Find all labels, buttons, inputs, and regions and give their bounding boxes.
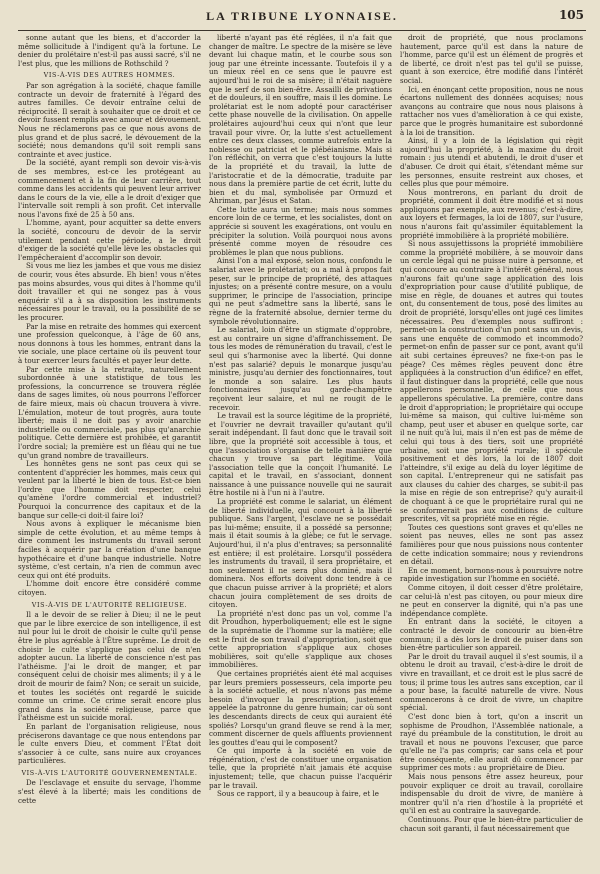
paragraph: Le salariat, loin d'être un stigmate d'opprobre, est au contraire un signe d'affranchissement. De tous les modes de rémunération du travail, c'est le seul qui s'harmonise avec la liberté. Qui donne n'est pas salarié? depuis le monarque jusqu'au ministre, jusqu'au dernier des fonctionnaires, tout le monde a son salaire. Les plus hauts fonctionnaires jusqu'au garde-champêtre reçoivent leur salaire, et nul ne rougit de le recevoir. (209, 325, 392, 412)
paragraph: De l'esclavage et ensuite du servage, l'homme s'est élevé à la liberté; mais les conditions de cette (18, 778, 201, 805)
paragraph: C'est donc bien à tort, qu'on a inscrit un sophisme de Proudhon, l'Assemblée nationale, a rayé du préambule de la constitution, le droit au travail et nous ne pouvons l'excuser, que parce qu'elle ne l'a pas compris; car sans cela et pour être conséquente, elle aurait dû commencer par supprimer ces mots : au propriétaire de Dieu. (400, 711, 583, 773)
paragraph: L'homme, ayant, pour acquitter sa dette envers la société, concouru de devoir de la servir utilement pendant cette période, a le droit d'exiger de la société qu'elle lève les obstacles qui l'empêcheraient d'accomplir son devoir. (18, 218, 201, 262)
section-heading: VIS-À-VIS L'AUTORITÉ GOUVERNEMENTALE. (21, 768, 198, 777)
paragraph: Que certaines propriétés aient été mal acquises par leurs premiers possesseurs, cela importe peu à la société actuelle, et nous n'avons pas même besoin d'invoquer la prescription, justement appelée la patronne du genre humain; car où sont les descendants directs de ceux qui auraient été spoliés? Lorsqu'un grand fleuve se rend à la mer, comment discerner de quels affluents proviennent les gouttes d'eau qui le composent? (209, 668, 392, 747)
text-columns (18, 34, 586, 872)
paragraph: Nous montrerons, en parlant du droit de propriété, comment il doit être modifié et si nous appliquons par exemple, aux revenus; c'est-à-dire, aux loyers et fermages, la loi de 1807, sur l'usure, nous n'aurons fait qu'assimiler équitablement la propriété immobilière à la propriété mobilière. (400, 187, 583, 240)
paragraph: De la société, ayant rempli son devoir vis-à-vis de ses membres, est-ce les protégeant au commencement et à la fin de leur carrière, tout comme dans les accidents qui peuvent leur arriver dans le cours de la vie, elle a le droit d'exiger que l'intervalle soit rempli à son profit. Cet intervalle nous l'avons fixé de 25 à 50 ans. (18, 158, 201, 219)
paragraph: Ainsi l'on a mal exposé, selon nous, confondu le salariat avec le prolétariat; ou a mal à propos fait peser, sur le principe de propriété, des attaques injustes; on a présenté contre mesure, on a voulu supprimer, le principe de l'association, principe qui ne peut s'admettre sans la liberté, sans le règne de la fraternité absolue, dernier terme du symbole révolutionnaire. (209, 256, 392, 326)
paragraph: Par le droit du travail auquel il s'est soumis, il a obtenu le droit au travail, c'est-à-dire le droit de vivre en travaillant, et ce droit est le plus sacré de tous; il prime tous les autres sans exception, car il a pour base, la faculté naturelle de vivre. Nous commencerons à ce droit de vivre, un chapitre spécial. (400, 651, 583, 713)
column-2 (209, 34, 392, 872)
paragraph: Les honnêtes gens ne sont pas ceux qui se contentent d'apprécier les hommes, mais ceux qui veulent par la liberté le bien de tous. Est-ce bien l'ordre que l'homme doit respecter, celui qu'amène l'ordre commercial et industriel? Pourquoi la concurrence des capitaux et de la banque sur celle-ci doit-il faire loi? (18, 459, 201, 520)
paragraph: sonne autant que les biens, et d'accorder la même sollicitude à l'indigent qu'à la fortune. Le denier du prolétaire n'est-il pas aussi sacré, s'il ne l'est plus, que les millions de Rothschild ? (18, 34, 201, 68)
paragraph: droit de propriété, que nous proclamons hautement, parce qu'il est dans la nature de l'homme, parce qu'il est un élément de progrès et de liberté, ce droit n'est pas tel qu'il se puisse, quant à son exercice, être modifié dans l'intérêt social. (400, 34, 583, 85)
page-number: 105 (558, 8, 584, 22)
paragraph: Par cette mise à la retraite, naturellement subordonnée à une statistique de tous les professions, la concurrence se trouvera réglée dans de sages limites, où nous pourrons l'efforcer de faire mieux, mais où chacun trouvera à vivre. L'émulation, moteur de tout progrès, aura toute liberté; mais il ne doit pas y avoir anarchie industrielle ou commerciale, pas plus qu'anarchie politique. Cette dernière est prohibée, et garantit l'ordre social; la première est un fléau qui ne tue qu'un grand nombre de travailleurs. (18, 364, 201, 460)
paragraph: Si nous assujettissons la propriété immobilière comme la propriété mobilière, à se mouvoir dans un cercle légal qui ne puisse nuire à personne, et qui concoure au contraire à l'intérêt général, nous n'aurons fait qu'une sage application des lois d'expropriation pour cause d'utilité publique, de mise en règle, de douanes et autres qui toutes ont, du consentement de tous, posé des limites au droit de propriété, lorsqu'elles ont jugé ces limites nécessaires. Peu d'exemples nous suffiront : permet-on la construction d'un pont sans un devis, sans une enquête de commodo et incommodo? permet-on enfin de passer sur ce pont, avant qu'il ait subi certaines épreuves? ne fixe-t-on pas le péage? Ces mêmes règles peuvent donc être appliquées à la construction d'un édifice? en effet, il faut distinguer dans la propriété, celle que nous appellerons personnelle, de celle que nous appellerons spéculative. La première, contre dans le droit d'appropriation; le propriétaire qui occupe lui-même sa maison, qui cultive lui-même son champ, peut user et abuser en quelque sorte, car il ne nuit qu'à lui, mais il n'en est pas de même de celui qui tous à des tiers, soit une propriété urbaine, soit une propriété rurale; il spécule positivement et dès lors, la loi de 1807 doit l'atteindre, s'il exige au delà du loyer légitime de son capital. L'entrepreneur qui ne satisfait pas aux clauses du cahier des charges, se subit-il pas la mise en régie de son entreprise? qu'y aurait-il de choquant à ce que le propriétaire rural qui ne se conformerait pas aux conditions de culture prescrites, vît sa propriété mise en régie. (400, 239, 583, 524)
column-1 (18, 34, 201, 872)
paragraph: En ce moment, bornons-nous à poursuivre notre rapide investigation sur l'homme en société. (400, 565, 583, 584)
paragraph: L'homme doit encore être considéré comme citoyen. (18, 579, 201, 597)
paragraph: Par son agrégation à la société, chaque famille contracte un devoir de fraternité à l'égard des autres familles. Ce devoir entraîne celui de réciprocité. Il serait à souhaiter que ce droit et ce devoir fussent remplis avec amour et dévouement. Nous ne réclamerons pas ce que nous avons de plus grand et de plus sacré, le dévouement de la société; nous demandons qu'il soit rempli sans contrainte et avec justice. (18, 80, 201, 159)
paragraph: liberté n'ayant pas été réglées, il n'a fait que changer de maître. Le spectre de la misère se lève devant lui chaque matin, et le courbe sous son joug par une étreinte incessante. Toutefois il y a un mieux réel en ce sens que le pauvre est aujourd'hui le roi de sa misère; il n'était naguère que le serf de son bien-être. Assailli de privations et de douleurs, il en souffre, mais il les domine. Le prolétariat est le nom adopté pour caractériser cette phase nouvelle de la civilisation. On appelle prolétaires aujourd'hui ceux qui n'ont que leur travail pour vivre. Or, la lutte s'est actuellement entre ces deux classes, comme autrefois entre la noblesse ou patriciat et le plébéianisme. Mais si l'on réfléchit, on verra que c'est toujours la lutte de la propriété et du travail, la lutte de l'aristocratie et de la démocratie, traduite par nous dans la première partie de cet écrit, lutte du bien et du mal, symbolisée par Ormuzd et Ahriman, par Jésus et Satan. (209, 34, 392, 206)
paragraph: Il a le devoir de se relier à Dieu; il ne le peut que par le libre exercice de son intelligence, il est nul pour lui le droit de choisir le culte qu'il pense être le plus agréable à l'Être suprême. Le droit de choisir le culte s'applique pas celui de n'en adopter aucun. La liberté de conscience n'est pas l'athéisme. J'ai le droit de manger, et par conséquent celui de choisir mes aliments; il y a le droit de mourir de faim? Non; ce serait un suicide, et toutes les sociétés ont regardé le suicide comme un crime. Ce crime serait encore plus grand dans la société religieuse, parce que l'athéisme est un suicide moral. (18, 610, 201, 723)
paragraph: En parlant de l'organisation religieuse, nous préciserons davantage ce que nous entendons par le culte envers Dieu, et comment l'État doit s'associer à ce culte, sans nuire aux croyances particulières. (18, 721, 201, 766)
paragraph: La propriété est comme le salariat, un élément de liberté individuelle, qui concourt à la liberté publique. Sans l'argent, l'esclave ne se possédait pas lui-même; ensuite, il a possédé sa personne; mais il était soumis à la glèbe; ce fut le servage. Aujourd'hui, il n'a plus d'entraves; sa personnalité est entière; il est prolétaire. Lorsqu'il possédera les instruments du travail, il sera propriétaire, et non seulement il ne sera plus dominé, mais il dominera. Nos efforts doivent donc tendre à ce que chacun puisse arriver à la propriété; et alors chacun jouira complètement de ses droits de citoyen. (209, 497, 392, 610)
paragraph: Sous ce rapport, il y a beaucoup à faire, et le (217, 789, 379, 799)
paragraph: Ce qui importe à la société en voie de régénération, c'est de constituer une organisation telle, que la propriété n'ait jamais été acquise injustement; telle, que chacun puisse l'acquérir par le travail. (209, 746, 392, 790)
paragraph: Par la mise en retraite des hommes qui exercent une profession quelconque, à l'âge de 60 ans, nous donnons à tous les hommes, entrant dans la vie sociale, une place certaine où ils peuvent tour à tour exercer leurs facultés et payer leur dette. (18, 321, 201, 365)
masthead-title: LA TRIBUNE LYONNAISE. (206, 9, 398, 23)
page-header (18, 6, 586, 31)
paragraph: Cette lutte aura un terme; mais nous sommes encore loin de ce terme, et les socialistes, dont on apprécie si souvent les exagérations, ont voulu en précipiter la solution. Voilà pourquoi nous avons présenté comme moyen de résoudre ces problèmes le plan que nous publions. (209, 204, 392, 257)
paragraph: Ainsi, il y a loin de la législation qui règit aujourd'hui la propriété, à la maxime du droit romain : jus utendi et abutendi, le droit d'user et d'abuser. Ce droit qui était, s'étendant même sur les personnes, ensuite restreint aux choses, et celles plus que pour mémoire. (400, 136, 583, 189)
paragraph: En entrant dans la société, le citoyen a contracté le devoir de concourir au bien-être commun; il a dès lors le droit de puiser dans son bien-être particulier son appareil. (400, 617, 583, 653)
paragraph: Mais nous pensons être assez heureux, pour pouvoir expliquer ce droit au travail, corollaire indispensable du droit de vivre, de manière à montrer qu'il n'a rien d'hostile à la propriété et qu'il en est au contraire la sauvegarde. (400, 772, 583, 816)
paragraph: Continuons. Pour que le bien-être particulier de chacun soit garanti, il faut nécessairement que (400, 815, 583, 833)
paragraph: Toutes ces questions sont graves et qu'elles ne soient pas neuves, elles ne sont pas assez familières pour que nous puissions nous contenter de cette indication sommaire; nous y reviendrons en détail. (400, 522, 583, 567)
column-3 (400, 34, 583, 872)
section-heading: VIS-À-VIS DES AUTRES HOMMES. (43, 71, 176, 80)
paragraph: Le travail est la source légitime de la propriété, et l'ouvrier ne devrait travailler qu'autant qu'il serait indépendant. Il faut donc que le travail soit libre, que la propriété soit accessible à tous, et que l'association s'organise de telle manière que chacun y trouve sa part légitime. Voilà l'association telle que la conçoit l'humanité. Le capital et le travail, en s'associant, donnent naissance à une puissance nouvelle qui ne saurait être hostile ni à l'un ni à l'autre. (209, 411, 392, 498)
section-heading: VIS-À-VIS DE L'AUTORITÉ RELIGIEUSE. (31, 600, 188, 609)
paragraph: La propriété n'est donc pas un vol, comme l'a dit Proudhon, hyperboliquement; elle est le signe de la suprématie de l'homme sur la matière; elle est le fruit de son travail d'appropriation, soit que cette appropriation s'applique aux choses mobilières, soit qu'elle s'applique aux choses immobilières. (209, 608, 392, 670)
paragraph: Comme citoyen, il doit cesser d'être prolétaire, car celui-là n'est pas citoyen, ou pour mieux dire ne peut en conserver la dignité, qui n'a pas une indépendance complète. (400, 583, 583, 618)
paragraph: Ici, en énonçant cette proposition, nous ne nous écartons nullement des données acquises; nous avançons au contraire que nous nous plaisons à rattacher nos vues d'amélioration à ce qui existe, parce que le progrès humanitaire est subordonné à la loi de transition. (400, 84, 583, 137)
paragraph: Nous avons à expliquer le mécanisme bien simple de cette évolution, et au même temps à dire comment les instruments du travail seront faciles à acquérir par la création d'une banque hypothécaire et d'une banque industrielle. Notre système, c'est certain, n'a rien de commun avec ceux qui ont été produits. (18, 519, 201, 580)
paragraph: Si vous me liez les jambes et que vous me disiez de courir, vous êtes absurde. Eh bien! vous n'êtes pas moins absurdes, vous qui dites à l'homme qu'il doit travailler et qui ne songez pas à vous enquérir s'il a à sa disposition les instruments nécessaires pour le travail, ou la possibilité de se les procurer. (18, 261, 201, 322)
